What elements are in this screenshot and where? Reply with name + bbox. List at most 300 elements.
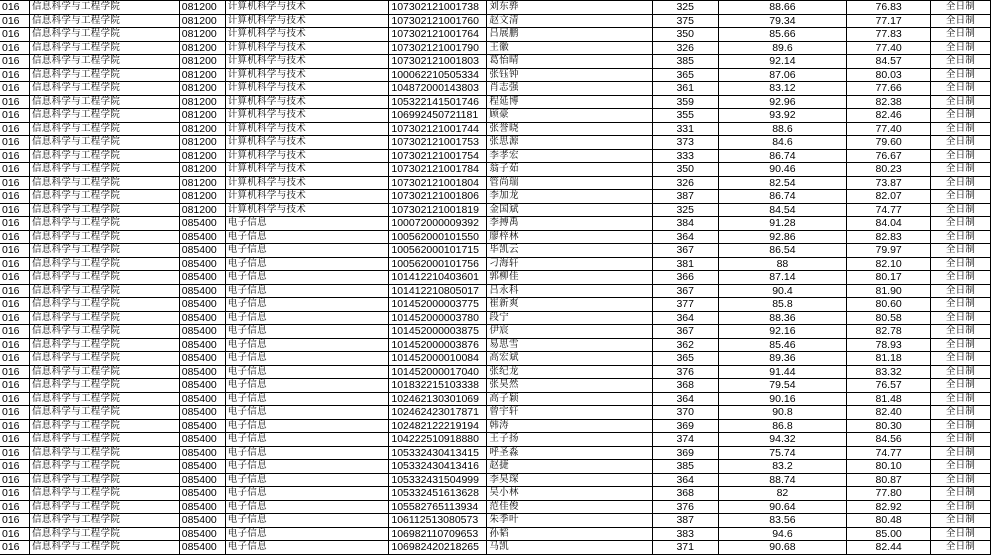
study-mode-cell: 全日制 xyxy=(931,541,991,555)
college-name-cell: 信息科学与工程学院 xyxy=(29,365,179,379)
college-name-cell: 信息科学与工程学院 xyxy=(29,338,179,352)
exam-id-cell: 105332451613628 xyxy=(389,487,487,501)
study-mode-cell: 全日制 xyxy=(931,41,991,55)
college-code-cell: 016 xyxy=(0,514,29,528)
retest-score-cell: 86.74 xyxy=(718,190,847,204)
student-name-cell: 段宁 xyxy=(487,311,652,325)
total-score-cell: 82.92 xyxy=(847,500,931,514)
major-name-cell: 计算机科学与技术 xyxy=(225,55,389,69)
prelim-score-cell: 367 xyxy=(652,325,718,339)
prelim-score-cell: 331 xyxy=(652,122,718,136)
major-name-cell: 计算机科学与技术 xyxy=(225,109,389,123)
exam-id-cell: 105332431504999 xyxy=(389,473,487,487)
college-code-cell: 016 xyxy=(0,244,29,258)
college-code-cell: 016 xyxy=(0,95,29,109)
total-score-cell: 80.10 xyxy=(847,460,931,474)
college-code-cell: 016 xyxy=(0,136,29,150)
major-name-cell: 计算机科学与技术 xyxy=(225,176,389,190)
student-name-cell: 李昊琛 xyxy=(487,473,652,487)
college-name-cell: 信息科学与工程学院 xyxy=(29,527,179,541)
total-score-cell: 73.87 xyxy=(847,176,931,190)
college-name-cell: 信息科学与工程学院 xyxy=(29,163,179,177)
college-name-cell: 信息科学与工程学院 xyxy=(29,257,179,271)
table-row xyxy=(0,136,991,150)
retest-score-cell: 91.44 xyxy=(718,365,847,379)
prelim-score-cell: 384 xyxy=(652,217,718,231)
major-code-cell: 085400 xyxy=(179,433,225,447)
college-name-cell: 信息科学与工程学院 xyxy=(29,82,179,96)
exam-id-cell: 101412210403601 xyxy=(389,271,487,285)
table-row xyxy=(0,298,991,312)
retest-score-cell: 86.74 xyxy=(718,149,847,163)
table-row xyxy=(0,244,991,258)
exam-id-cell: 100562000101756 xyxy=(389,257,487,271)
exam-id-cell: 105332430413415 xyxy=(389,446,487,460)
table-row xyxy=(0,203,991,217)
student-name-cell: 高宏斌 xyxy=(487,352,652,366)
major-name-cell: 电子信息 xyxy=(225,406,389,420)
table-row xyxy=(0,311,991,325)
retest-score-cell: 94.32 xyxy=(718,433,847,447)
retest-score-cell: 88 xyxy=(718,257,847,271)
major-code-cell: 081200 xyxy=(179,14,225,28)
prelim-score-cell: 371 xyxy=(652,541,718,555)
table-row xyxy=(0,392,991,406)
major-code-cell: 085400 xyxy=(179,527,225,541)
prelim-score-cell: 361 xyxy=(652,82,718,96)
student-name-cell: 呼圣淼 xyxy=(487,446,652,460)
college-code-cell: 016 xyxy=(0,352,29,366)
exam-id-cell: 102462423017871 xyxy=(389,406,487,420)
major-code-cell: 081200 xyxy=(179,136,225,150)
table-row xyxy=(0,514,991,528)
major-name-cell: 电子信息 xyxy=(225,338,389,352)
total-score-cell: 82.83 xyxy=(847,230,931,244)
college-name-cell: 信息科学与工程学院 xyxy=(29,298,179,312)
prelim-score-cell: 387 xyxy=(652,190,718,204)
study-mode-cell: 全日制 xyxy=(931,284,991,298)
student-name-cell: 金国斌 xyxy=(487,203,652,217)
major-name-cell: 电子信息 xyxy=(225,473,389,487)
prelim-score-cell: 325 xyxy=(652,203,718,217)
total-score-cell: 74.77 xyxy=(847,446,931,460)
college-code-cell: 016 xyxy=(0,365,29,379)
exam-id-cell: 107302121001806 xyxy=(389,190,487,204)
college-name-cell: 信息科学与工程学院 xyxy=(29,460,179,474)
major-name-cell: 电子信息 xyxy=(225,352,389,366)
college-name-cell: 信息科学与工程学院 xyxy=(29,68,179,82)
student-name-cell: 范佳俊 xyxy=(487,500,652,514)
study-mode-cell: 全日制 xyxy=(931,527,991,541)
study-mode-cell: 全日制 xyxy=(931,352,991,366)
total-score-cell: 77.80 xyxy=(847,487,931,501)
major-code-cell: 085400 xyxy=(179,500,225,514)
college-name-cell: 信息科学与工程学院 xyxy=(29,446,179,460)
retest-score-cell: 92.16 xyxy=(718,325,847,339)
total-score-cell: 80.58 xyxy=(847,311,931,325)
prelim-score-cell: 364 xyxy=(652,473,718,487)
major-code-cell: 085400 xyxy=(179,514,225,528)
major-code-cell: 085400 xyxy=(179,325,225,339)
major-code-cell: 085400 xyxy=(179,460,225,474)
table-row xyxy=(0,95,991,109)
college-name-cell: 信息科学与工程学院 xyxy=(29,433,179,447)
student-name-cell: 赵捷 xyxy=(487,460,652,474)
college-name-cell: 信息科学与工程学院 xyxy=(29,1,179,15)
table-row xyxy=(0,433,991,447)
major-code-cell: 081200 xyxy=(179,149,225,163)
total-score-cell: 77.83 xyxy=(847,28,931,42)
student-name-cell: 李加龙 xyxy=(487,190,652,204)
total-score-cell: 80.48 xyxy=(847,514,931,528)
prelim-score-cell: 326 xyxy=(652,176,718,190)
student-name-cell: 李搏禹 xyxy=(487,217,652,231)
study-mode-cell: 全日制 xyxy=(931,271,991,285)
prelim-score-cell: 359 xyxy=(652,95,718,109)
total-score-cell: 79.97 xyxy=(847,244,931,258)
retest-score-cell: 89.6 xyxy=(718,41,847,55)
major-name-cell: 电子信息 xyxy=(225,514,389,528)
table-row xyxy=(0,473,991,487)
major-name-cell: 电子信息 xyxy=(225,284,389,298)
college-name-cell: 信息科学与工程学院 xyxy=(29,136,179,150)
prelim-score-cell: 350 xyxy=(652,28,718,42)
college-name-cell: 信息科学与工程学院 xyxy=(29,109,179,123)
exam-id-cell: 101452000017040 xyxy=(389,365,487,379)
prelim-score-cell: 368 xyxy=(652,379,718,393)
study-mode-cell: 全日制 xyxy=(931,190,991,204)
retest-score-cell: 93.92 xyxy=(718,109,847,123)
student-name-cell: 毕凯云 xyxy=(487,244,652,258)
college-name-cell: 信息科学与工程学院 xyxy=(29,176,179,190)
retest-score-cell: 91.28 xyxy=(718,217,847,231)
college-code-cell: 016 xyxy=(0,487,29,501)
major-name-cell: 计算机科学与技术 xyxy=(225,82,389,96)
college-code-cell: 016 xyxy=(0,284,29,298)
table-row xyxy=(0,190,991,204)
study-mode-cell: 全日制 xyxy=(931,1,991,15)
prelim-score-cell: 375 xyxy=(652,14,718,28)
prelim-score-cell: 383 xyxy=(652,527,718,541)
college-name-cell: 信息科学与工程学院 xyxy=(29,190,179,204)
college-code-cell: 016 xyxy=(0,460,29,474)
major-code-cell: 085400 xyxy=(179,338,225,352)
retest-score-cell: 82.54 xyxy=(718,176,847,190)
exam-id-cell: 107302121001760 xyxy=(389,14,487,28)
total-score-cell: 81.18 xyxy=(847,352,931,366)
exam-id-cell: 107302121001738 xyxy=(389,1,487,15)
table-row xyxy=(0,379,991,393)
study-mode-cell: 全日制 xyxy=(931,82,991,96)
prelim-score-cell: 364 xyxy=(652,311,718,325)
study-mode-cell: 全日制 xyxy=(931,163,991,177)
retest-score-cell: 88.74 xyxy=(718,473,847,487)
student-name-cell: 曾宇轩 xyxy=(487,406,652,420)
major-code-cell: 081200 xyxy=(179,203,225,217)
college-code-cell: 016 xyxy=(0,122,29,136)
college-name-cell: 信息科学与工程学院 xyxy=(29,352,179,366)
exam-id-cell: 106982110709653 xyxy=(389,527,487,541)
exam-id-cell: 104872000143803 xyxy=(389,82,487,96)
total-score-cell: 82.38 xyxy=(847,95,931,109)
exam-id-cell: 107302121001784 xyxy=(389,163,487,177)
study-mode-cell: 全日制 xyxy=(931,14,991,28)
major-name-cell: 电子信息 xyxy=(225,541,389,555)
prelim-score-cell: 362 xyxy=(652,338,718,352)
study-mode-cell: 全日制 xyxy=(931,95,991,109)
college-name-cell: 信息科学与工程学院 xyxy=(29,217,179,231)
total-score-cell: 83.32 xyxy=(847,365,931,379)
retest-score-cell: 90.8 xyxy=(718,406,847,420)
exam-id-cell: 105322141501746 xyxy=(389,95,487,109)
total-score-cell: 76.83 xyxy=(847,1,931,15)
total-score-cell: 80.87 xyxy=(847,473,931,487)
college-code-cell: 016 xyxy=(0,298,29,312)
prelim-score-cell: 364 xyxy=(652,230,718,244)
college-code-cell: 016 xyxy=(0,325,29,339)
total-score-cell: 74.77 xyxy=(847,203,931,217)
major-name-cell: 电子信息 xyxy=(225,311,389,325)
retest-score-cell: 85.8 xyxy=(718,298,847,312)
college-code-cell: 016 xyxy=(0,163,29,177)
college-code-cell: 016 xyxy=(0,500,29,514)
major-name-cell: 计算机科学与技术 xyxy=(225,203,389,217)
retest-score-cell: 85.66 xyxy=(718,28,847,42)
study-mode-cell: 全日制 xyxy=(931,487,991,501)
major-code-cell: 085400 xyxy=(179,311,225,325)
major-name-cell: 计算机科学与技术 xyxy=(225,149,389,163)
college-code-cell: 016 xyxy=(0,28,29,42)
major-name-cell: 计算机科学与技术 xyxy=(225,122,389,136)
table-row xyxy=(0,257,991,271)
prelim-score-cell: 350 xyxy=(652,163,718,177)
student-name-cell: 程延博 xyxy=(487,95,652,109)
college-name-cell: 信息科学与工程学院 xyxy=(29,14,179,28)
study-mode-cell: 全日制 xyxy=(931,500,991,514)
exam-id-cell: 107302121001803 xyxy=(389,55,487,69)
retest-score-cell: 89.36 xyxy=(718,352,847,366)
college-code-cell: 016 xyxy=(0,1,29,15)
major-code-cell: 085400 xyxy=(179,352,225,366)
prelim-score-cell: 366 xyxy=(652,271,718,285)
study-mode-cell: 全日制 xyxy=(931,365,991,379)
study-mode-cell: 全日制 xyxy=(931,217,991,231)
major-name-cell: 电子信息 xyxy=(225,271,389,285)
retest-score-cell: 92.96 xyxy=(718,95,847,109)
major-name-cell: 电子信息 xyxy=(225,433,389,447)
college-code-cell: 016 xyxy=(0,527,29,541)
college-code-cell: 016 xyxy=(0,230,29,244)
student-name-cell: 崔新爽 xyxy=(487,298,652,312)
table-row xyxy=(0,446,991,460)
major-name-cell: 电子信息 xyxy=(225,298,389,312)
college-code-cell: 016 xyxy=(0,82,29,96)
prelim-score-cell: 385 xyxy=(652,55,718,69)
major-name-cell: 计算机科学与技术 xyxy=(225,14,389,28)
table-row xyxy=(0,352,991,366)
major-name-cell: 电子信息 xyxy=(225,217,389,231)
student-name-cell: 翁子茹 xyxy=(487,163,652,177)
exam-id-cell: 101452000003875 xyxy=(389,325,487,339)
table-row xyxy=(0,230,991,244)
major-code-cell: 081200 xyxy=(179,55,225,69)
table-row xyxy=(0,14,991,28)
exam-id-cell: 107302121001754 xyxy=(389,149,487,163)
study-mode-cell: 全日制 xyxy=(931,109,991,123)
major-name-cell: 电子信息 xyxy=(225,325,389,339)
table-row xyxy=(0,284,991,298)
major-code-cell: 085400 xyxy=(179,392,225,406)
table-row xyxy=(0,271,991,285)
college-code-cell: 016 xyxy=(0,446,29,460)
exam-id-cell: 107302121001764 xyxy=(389,28,487,42)
prelim-score-cell: 367 xyxy=(652,244,718,258)
major-code-cell: 085400 xyxy=(179,271,225,285)
exam-id-cell: 107302121001790 xyxy=(389,41,487,55)
major-code-cell: 085400 xyxy=(179,419,225,433)
major-name-cell: 电子信息 xyxy=(225,365,389,379)
student-name-cell: 吕展鹏 xyxy=(487,28,652,42)
study-mode-cell: 全日制 xyxy=(931,379,991,393)
major-name-cell: 电子信息 xyxy=(225,527,389,541)
study-mode-cell: 全日制 xyxy=(931,514,991,528)
prelim-score-cell: 355 xyxy=(652,109,718,123)
total-score-cell: 82.44 xyxy=(847,541,931,555)
prelim-score-cell: 387 xyxy=(652,514,718,528)
college-code-cell: 016 xyxy=(0,311,29,325)
college-name-cell: 信息科学与工程学院 xyxy=(29,122,179,136)
retest-score-cell: 84.54 xyxy=(718,203,847,217)
major-name-cell: 计算机科学与技术 xyxy=(225,1,389,15)
college-name-cell: 信息科学与工程学院 xyxy=(29,230,179,244)
major-code-cell: 081200 xyxy=(179,28,225,42)
student-name-cell: 李孝宏 xyxy=(487,149,652,163)
retest-score-cell: 88.36 xyxy=(718,311,847,325)
table-row xyxy=(0,460,991,474)
student-name-cell: 伊宸 xyxy=(487,325,652,339)
retest-score-cell: 85.46 xyxy=(718,338,847,352)
retest-score-cell: 92.86 xyxy=(718,230,847,244)
total-score-cell: 77.40 xyxy=(847,41,931,55)
major-code-cell: 081200 xyxy=(179,82,225,96)
study-mode-cell: 全日制 xyxy=(931,338,991,352)
exam-id-cell: 100562000101715 xyxy=(389,244,487,258)
retest-score-cell: 88.66 xyxy=(718,1,847,15)
retest-score-cell: 92.14 xyxy=(718,55,847,69)
retest-score-cell: 90.64 xyxy=(718,500,847,514)
prelim-score-cell: 369 xyxy=(652,419,718,433)
retest-score-cell: 87.14 xyxy=(718,271,847,285)
table-body xyxy=(0,1,991,555)
total-score-cell: 76.57 xyxy=(847,379,931,393)
student-name-cell: 郭柳佳 xyxy=(487,271,652,285)
college-code-cell: 016 xyxy=(0,68,29,82)
major-code-cell: 085400 xyxy=(179,379,225,393)
study-mode-cell: 全日制 xyxy=(931,230,991,244)
total-score-cell: 79.60 xyxy=(847,136,931,150)
table-row xyxy=(0,527,991,541)
college-name-cell: 信息科学与工程学院 xyxy=(29,244,179,258)
exam-id-cell: 107302121001753 xyxy=(389,136,487,150)
student-name-cell: 孙韬 xyxy=(487,527,652,541)
major-name-cell: 电子信息 xyxy=(225,379,389,393)
student-name-cell: 顾豪 xyxy=(487,109,652,123)
college-name-cell: 信息科学与工程学院 xyxy=(29,149,179,163)
prelim-score-cell: 326 xyxy=(652,41,718,55)
total-score-cell: 80.60 xyxy=(847,298,931,312)
major-code-cell: 085400 xyxy=(179,446,225,460)
exam-id-cell: 101452000010084 xyxy=(389,352,487,366)
table-row xyxy=(0,176,991,190)
exam-id-cell: 106982420218265 xyxy=(389,541,487,555)
prelim-score-cell: 377 xyxy=(652,298,718,312)
major-code-cell: 081200 xyxy=(179,190,225,204)
prelim-score-cell: 381 xyxy=(652,257,718,271)
prelim-score-cell: 376 xyxy=(652,365,718,379)
major-code-cell: 085400 xyxy=(179,230,225,244)
student-name-cell: 管尚瑞 xyxy=(487,176,652,190)
prelim-score-cell: 374 xyxy=(652,433,718,447)
prelim-score-cell: 364 xyxy=(652,392,718,406)
student-name-cell: 易思雪 xyxy=(487,338,652,352)
student-name-cell: 马凯 xyxy=(487,541,652,555)
exam-id-cell: 101452000003780 xyxy=(389,311,487,325)
student-name-cell: 赵文清 xyxy=(487,14,652,28)
college-name-cell: 信息科学与工程学院 xyxy=(29,514,179,528)
study-mode-cell: 全日制 xyxy=(931,473,991,487)
exam-id-cell: 106112513080573 xyxy=(389,514,487,528)
total-score-cell: 84.56 xyxy=(847,433,931,447)
college-code-cell: 016 xyxy=(0,203,29,217)
student-name-cell: 吴小林 xyxy=(487,487,652,501)
total-score-cell: 82.78 xyxy=(847,325,931,339)
study-mode-cell: 全日制 xyxy=(931,122,991,136)
exam-id-cell: 106992450721181 xyxy=(389,109,487,123)
major-code-cell: 085400 xyxy=(179,365,225,379)
major-name-cell: 电子信息 xyxy=(225,419,389,433)
major-code-cell: 085400 xyxy=(179,406,225,420)
college-code-cell: 016 xyxy=(0,473,29,487)
retest-score-cell: 90.68 xyxy=(718,541,847,555)
major-code-cell: 085400 xyxy=(179,257,225,271)
major-name-cell: 计算机科学与技术 xyxy=(225,163,389,177)
prelim-score-cell: 373 xyxy=(652,136,718,150)
retest-score-cell: 86.54 xyxy=(718,244,847,258)
exam-id-cell: 107302121001819 xyxy=(389,203,487,217)
retest-score-cell: 83.12 xyxy=(718,82,847,96)
table-row xyxy=(0,365,991,379)
retest-score-cell: 83.2 xyxy=(718,460,847,474)
major-code-cell: 085400 xyxy=(179,487,225,501)
college-name-cell: 信息科学与工程学院 xyxy=(29,95,179,109)
study-mode-cell: 全日制 xyxy=(931,149,991,163)
total-score-cell: 82.10 xyxy=(847,257,931,271)
student-name-cell: 张思源 xyxy=(487,136,652,150)
table-row xyxy=(0,500,991,514)
total-score-cell: 82.46 xyxy=(847,109,931,123)
exam-id-cell: 101412210805017 xyxy=(389,284,487,298)
college-name-cell: 信息科学与工程学院 xyxy=(29,419,179,433)
college-name-cell: 信息科学与工程学院 xyxy=(29,41,179,55)
college-name-cell: 信息科学与工程学院 xyxy=(29,325,179,339)
table-row xyxy=(0,325,991,339)
major-code-cell: 085400 xyxy=(179,244,225,258)
total-score-cell: 76.67 xyxy=(847,149,931,163)
exam-id-cell: 101832215103338 xyxy=(389,379,487,393)
college-code-cell: 016 xyxy=(0,217,29,231)
exam-id-cell: 105582765113934 xyxy=(389,500,487,514)
total-score-cell: 78.93 xyxy=(847,338,931,352)
